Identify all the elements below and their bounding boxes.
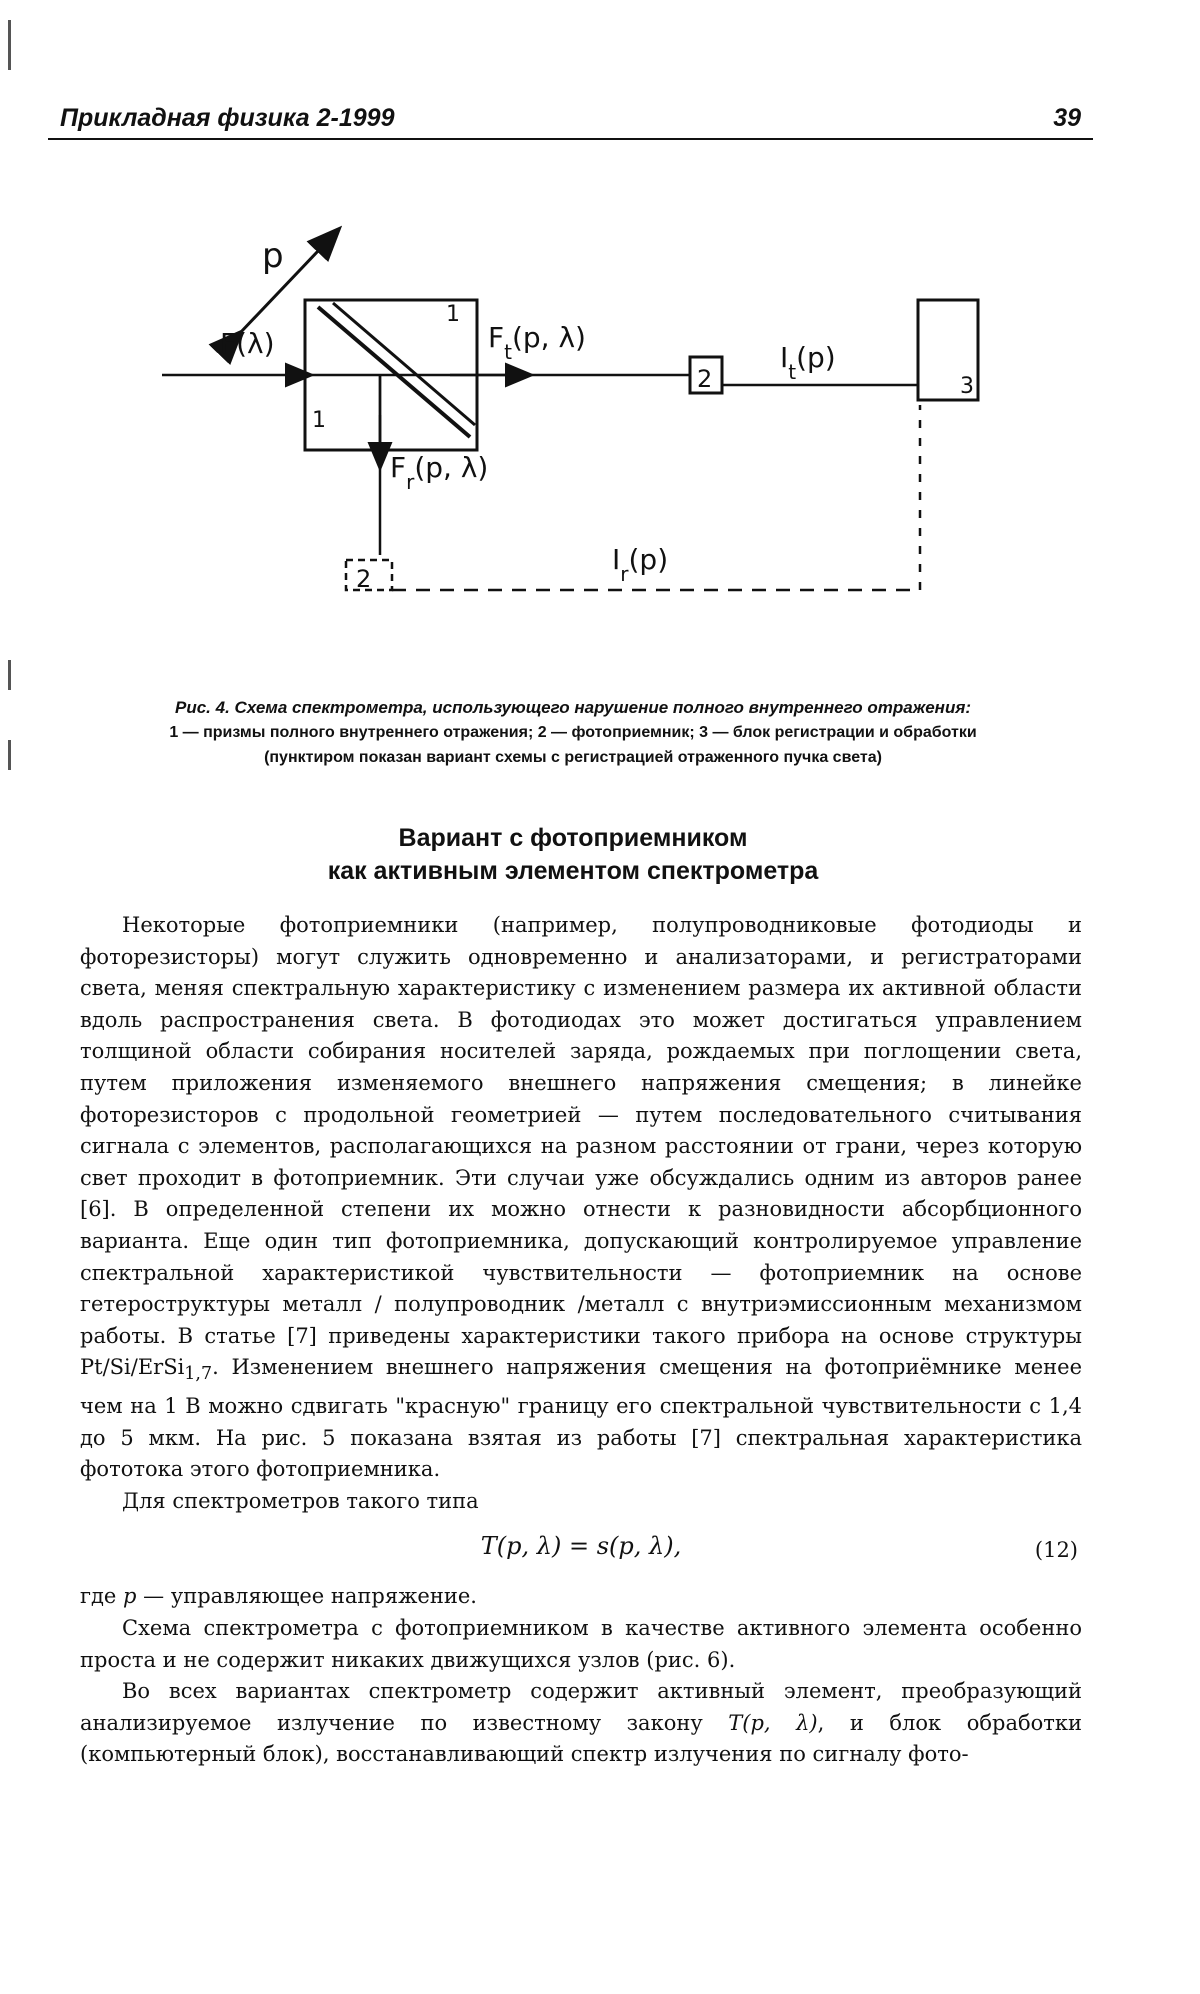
fr-sub: r: [406, 470, 415, 494]
label-prism-top: 1: [446, 302, 460, 327]
section-heading: [48, 822, 1098, 888]
where-var: p: [123, 1584, 137, 1609]
page-number: 39: [1053, 104, 1081, 132]
equation-12: [80, 1525, 1082, 1575]
label-prism-bottom: 1: [312, 408, 326, 433]
paragraph-1-end: . Изменением внешнего напряжения смещения на фотоприёмнике менее чем на 1 В можно сдвигать "красную" границу его спектральной чувствительности с 1,4 до 5 мкм. На рис. 5 показана взятая из работы [7] спектральная характеристика фототока этого фотоприемника.: [80, 1355, 1082, 1482]
paragraph-4-formula: T(p, λ): [728, 1710, 818, 1735]
label-detector-main: 2: [697, 365, 713, 393]
equation-formula: T(p, λ) = s(p, λ),: [480, 1532, 682, 1561]
section-heading-line-2: как активным элементом спектрометра: [327, 857, 819, 885]
ir-args: (p): [628, 543, 669, 576]
p-control-arrow: [240, 230, 338, 333]
label-detector-alt: 2: [356, 565, 372, 593]
scan-mark: [8, 20, 11, 70]
ir-main: I: [612, 543, 621, 576]
it-main: I: [780, 341, 789, 374]
scan-mark: [8, 740, 11, 770]
body-text: [80, 910, 1082, 1771]
paragraph-2: Для спектрометров такого типа: [122, 1488, 479, 1513]
ir-sub: r: [620, 562, 629, 586]
paragraph-3: Схема спектрометра с фотоприемником в качестве активного элемента особенно проста и не содержит никаких движущихся узлов (рис. 6).: [80, 1616, 1082, 1672]
paragraph-4: [80, 1676, 1082, 1771]
label-f-lambda: F(λ): [220, 327, 275, 360]
ft-main: F: [488, 321, 505, 354]
paragraph-where: [80, 1581, 1082, 1613]
caption-line-2: 1 — призмы полного внутреннего отражения; 2 — фотоприемник; 3 — блок регистрации и обработки: [169, 724, 977, 741]
label-ft: [488, 321, 586, 364]
page-header: [48, 98, 1093, 140]
label-ir: [612, 543, 668, 586]
label-processing-block: 3: [960, 374, 974, 399]
caption-lead: Рис. 4. Схема спектрометра, использующего нарушение полного внутреннего отражения:: [174, 698, 971, 717]
paragraph-1-subscript: 1,7: [184, 1364, 213, 1385]
label-fr: [390, 451, 488, 494]
figure-caption: [48, 695, 1098, 770]
diagram-svg: [150, 215, 1010, 615]
where-rest: — управляющее напряжение.: [136, 1584, 477, 1609]
ft-args: (p, λ): [511, 321, 586, 354]
paragraph-4-end: , и блок обработки (компьютерный блок), восстанавливающий спектр излучения по сигналу фото-: [80, 1710, 1082, 1767]
journal-title: Прикладная физика 2-1999: [60, 104, 395, 132]
caption-line-3: (пунктиром показан вариант схемы с регистрацией отраженного пучка света): [264, 749, 882, 766]
section-heading-line-1: Вариант с фотоприемником: [398, 824, 748, 852]
label-p: p: [262, 236, 284, 276]
it-args: (p): [796, 341, 836, 374]
label-it: [780, 341, 836, 384]
where-prefix: где: [80, 1584, 124, 1609]
ft-sub: t: [504, 340, 512, 364]
fr-main: F: [390, 451, 407, 484]
paragraph-1: [80, 910, 1082, 1486]
fr-args: (p, λ): [414, 451, 489, 484]
spectrometer-diagram: [150, 215, 1010, 615]
paragraph-1-start: Некоторые фотоприемники (например, полупроводниковые фотодиоды и фоторезисторы) могут служить одновременно и анализаторами, и регистраторами света, меняя спектральную характеристику с изменением размера их активной области вдоль распространения света. В фотодиодах это может достигаться управлением толщиной области собирания носителей заряда, рождаемых при поглощении света, путем приложения изменяемого внешнего напряжения смещения; в линейке фоторезисторов с продольной геометрией — путем последовательного считывания сигнала с элементов, располагающихся на разном расстоянии от грани, через которую свет проходит в фотоприемник. Эти случаи уже обсуждались одним из авторов ранее [6]. В определенной степени их можно отнести к разновидности абсорбционного варианта. Еще один тип фотоприемника, допускающий контролируемое управление спектральной характеристикой чувствительности — фотоприемник на основе гетероструктуры металл / полупроводник /металл с внутриэмиссионным механизмом работы. В статье [7] приведены характеристики такого прибора на основе структуры Pt/Si/ErSi: [80, 913, 1082, 1380]
scan-mark: [8, 660, 11, 690]
paragraph-4-start: Во всех вариантах спектрометр содержит активный элемент, преобразующий анализируемое излучение по известному закону: [80, 1679, 1082, 1735]
it-sub: t: [788, 360, 797, 384]
equation-number: (12): [1034, 1538, 1078, 1563]
